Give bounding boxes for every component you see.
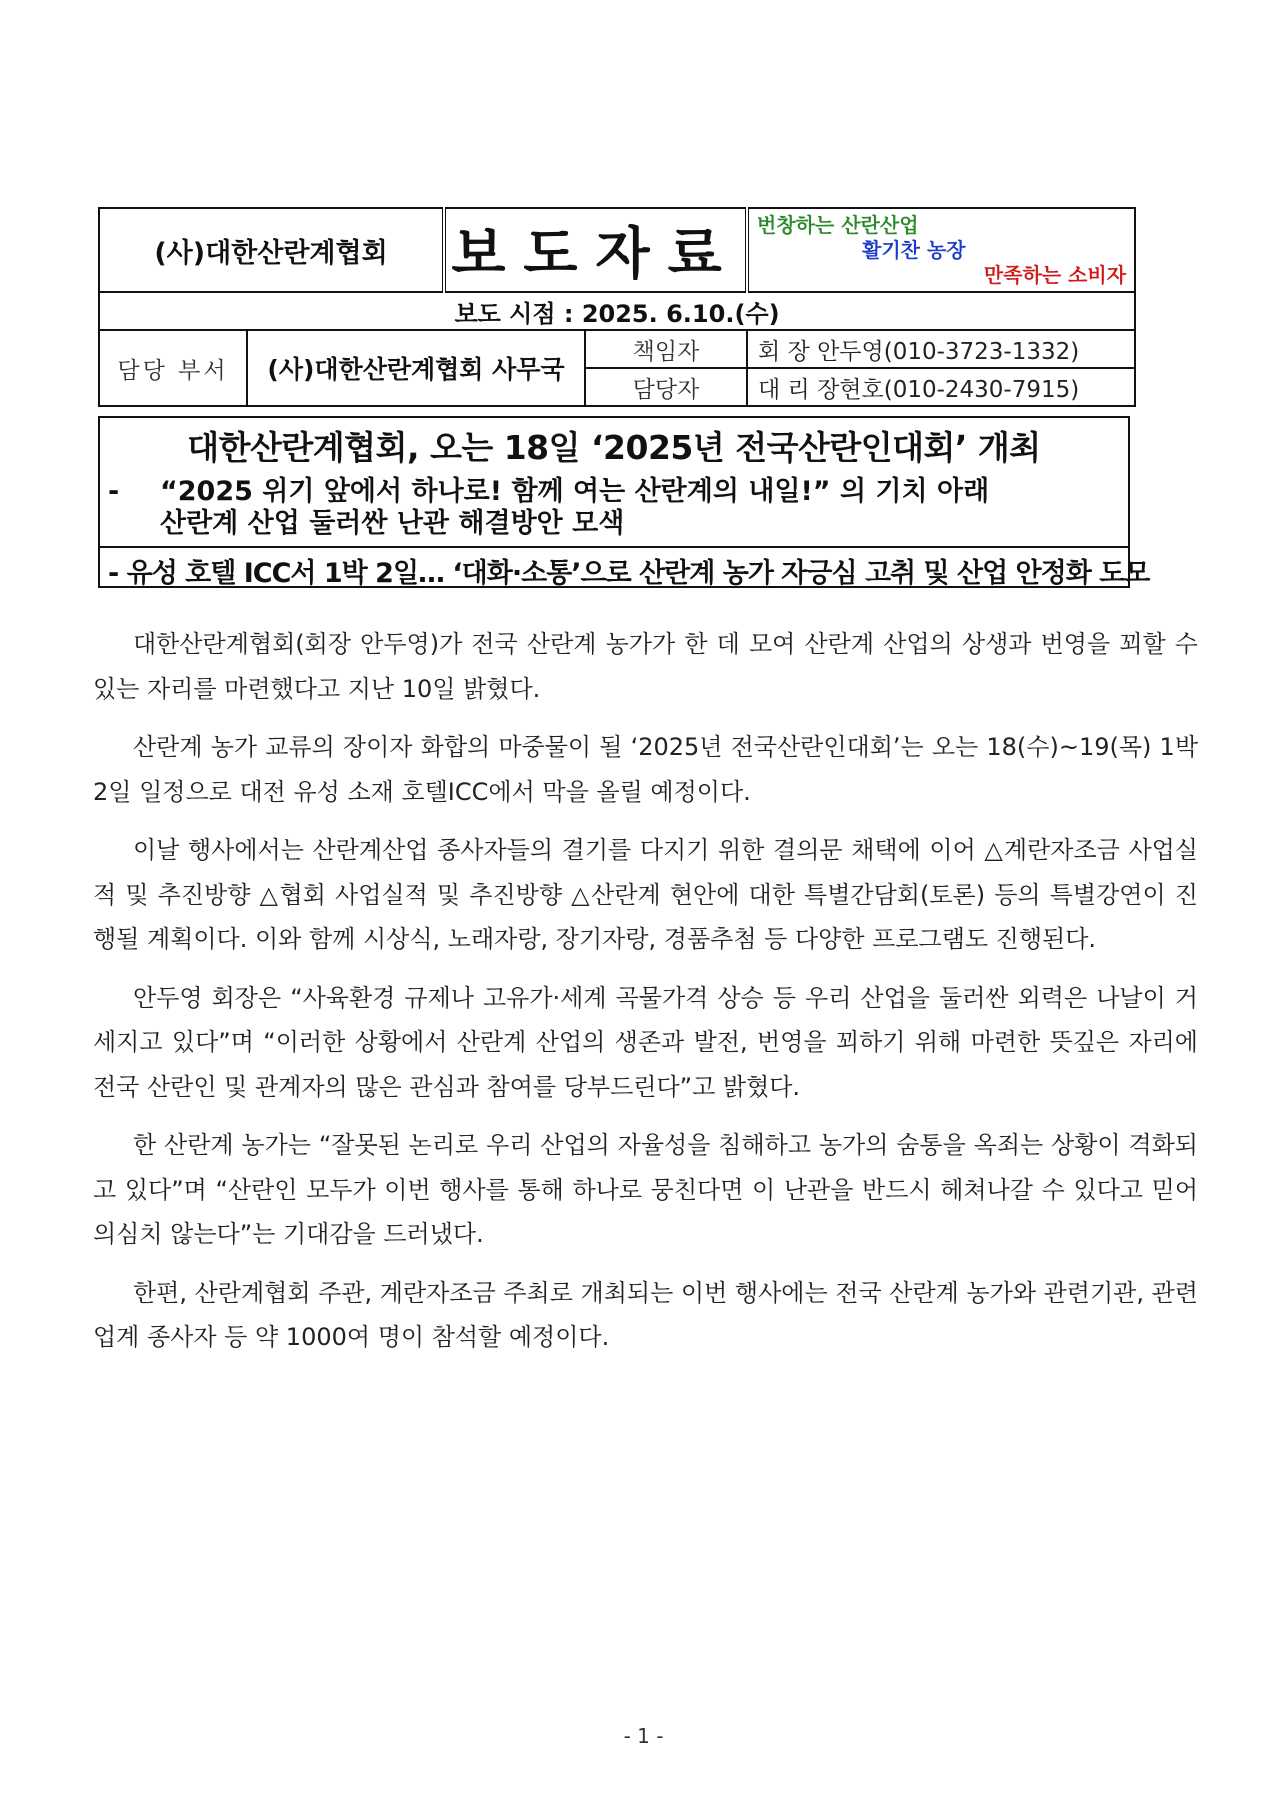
subtitle-1-line-1: “2025 위기 앞에서 하나로! 함께 여는 산란계의 내일!” 의 기치 아래 — [160, 476, 990, 507]
press-release-header-table — [98, 207, 1136, 407]
slogan-line-1: 번창하는 산란산업 — [757, 212, 919, 237]
subtitle-dash: - — [108, 476, 120, 507]
organization-name: (사)대한산란계협회 — [99, 208, 444, 292]
body-paragraph: 대한산란계협회(회장 안두영)가 전국 산란계 농가가 한 데 모여 산란계 산업의 상생과 번영을 꾀할 수 있는 자리를 마련했다고 지난 10일 밝혔다. — [93, 630, 1198, 703]
contact-info-1: 회 장 안두영(010-3723-1332) — [747, 330, 1135, 368]
slogan-block — [747, 208, 1135, 292]
headline-divider — [100, 546, 1128, 548]
headline-subtitle-1 — [108, 476, 989, 540]
body-paragraph: 한 산란계 농가는 “잘못된 논리로 우리 산업의 자율성을 침해하고 농가의 숨통을 옥죄는 상황이 격화되고 있다”며 “산란인 모두가 이번 행사를 통해 하나로 뭉친다면 이 난관을 반드시 헤쳐나갈 수 있다고 믿어 의심치 않는다”는 기대감을 드러냈다. — [93, 1131, 1198, 1248]
slogan-line-2: 활기찬 농장 — [862, 237, 966, 262]
body-paragraph: 한편, 산란계협회 주관, 계란자조금 주최로 개최되는 이번 행사에는 전국 산란계 농가와 관련기관, 관련업계 종사자 등 약 1000여 명이 참석할 예정이다. — [93, 1278, 1198, 1351]
department-name: (사)대한산란계협회 사무국 — [247, 330, 585, 406]
contact-role-1: 책임자 — [585, 330, 747, 368]
headline-subtitle-2: - 유성 호텔 ICC서 1박 2일… ‘대화·소통’으로 산란계 농가 자긍심 고취 및 산업 안정화 도모 — [108, 558, 1150, 589]
department-label: 담당 부서 — [99, 330, 247, 406]
contact-info-2: 대 리 장현호(010-2430-7915) — [747, 368, 1135, 406]
subtitle-1-line-2: 산란계 산업 둘러싼 난관 해결방안 모색 — [160, 508, 625, 539]
article-body — [93, 622, 1198, 1374]
document-type-title: 보도자료 — [444, 208, 747, 292]
body-paragraph: 산란계 농가 교류의 장이자 화합의 마중물이 될 ‘2025년 전국산란인대회’는 오는 18(수)~19(목) 1박 2일 일정으로 대전 유성 소재 호텔ICC에서 막을 올릴 예정이다. — [93, 733, 1198, 806]
headline-box — [98, 416, 1150, 589]
slogan-line-3: 만족하는 소비자 — [983, 262, 1127, 287]
page-number: - 1 - — [623, 1724, 664, 1748]
release-date: 보도 시점 : 2025. 6.10.(수) — [99, 292, 1135, 330]
body-paragraph: 안두영 회장은 “사육환경 규제나 고유가·세계 곡물가격 상승 등 우리 산업을 둘러싼 외력은 나날이 거세지고 있다”며 “이러한 상황에서 산란계 산업의 생존과 발전, 번영을 꾀하기 위해 마련한 뜻깊은 자리에 전국 산란인 및 관계자의 많은 관심과 참여를 당부드린다”고 밝혔다. — [93, 983, 1198, 1101]
body-paragraph: 이날 행사에서는 산란계산업 종사자들의 결기를 다지기 위한 결의문 채택에 이어 △계란자조금 사업실적 및 추진방향 △협회 사업실적 및 추진방향 △산란계 현안에 대한 특별간담회(토론) 등의 특별강연이 진행될 계획이다. 이와 함께 시상식, 노래자랑, 장기자랑, 경품추첨 등 다양한 프로그램도 진행된다. — [93, 836, 1198, 953]
contact-role-2: 담당자 — [585, 368, 747, 406]
headline-title: 대한산란계협회, 오는 18일 ‘2025년 전국산란인대회’ 개최 — [187, 428, 1041, 467]
